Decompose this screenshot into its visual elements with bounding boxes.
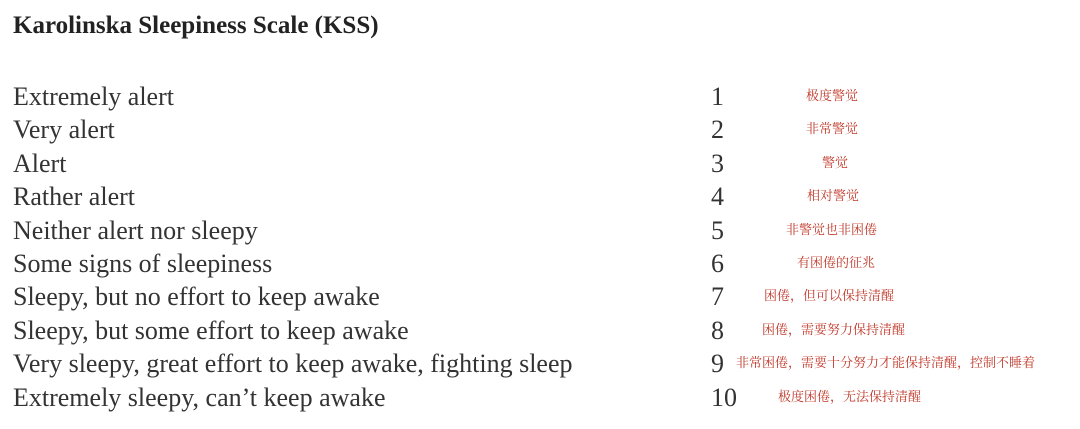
scale-row: [0, 381, 1080, 414]
scale-label: Some signs of sleepiness: [13, 248, 273, 278]
scale-score: 5: [711, 215, 724, 245]
scale-score: 2: [711, 115, 724, 145]
scale-row: [0, 80, 1080, 113]
scale-score: 3: [711, 148, 724, 178]
scale-translation: 极度警觉: [806, 89, 859, 104]
scale-label: Sleepy, but no effort to keep awake: [13, 282, 380, 312]
scale-score: 9: [711, 349, 724, 379]
scale-label: Extremely sleepy, can’t keep awake: [13, 382, 386, 412]
scale-translation: 非常困倦，需要十分努力才能保持清醒，控制不睡着: [736, 356, 1036, 372]
scale-label: Rather alert: [13, 182, 135, 212]
scale-score: 4: [711, 182, 724, 212]
scale-translation: 困倦，但可以保持清醒: [764, 289, 895, 305]
scale-translation: 困倦，需要努力保持清醒: [762, 322, 906, 338]
scale-translation: 非常警觉: [806, 122, 859, 138]
scale-score: 8: [711, 315, 724, 345]
scale-translation: 相对警觉: [807, 189, 860, 205]
scale-translation: 非警觉也非困倦: [786, 222, 878, 238]
scale-translation: 极度困倦，无法保持清醒: [778, 389, 922, 405]
scale-row: [0, 147, 1080, 180]
scale-row: [0, 314, 1080, 347]
scale-row: [0, 347, 1080, 380]
scale-translation: 有困倦的征兆: [797, 255, 876, 271]
scale-label: Alert: [13, 148, 67, 178]
scale-row: [0, 180, 1080, 213]
page-title: Karolinska Sleepiness Scale (KSS): [13, 12, 379, 39]
scale-label: Very sleepy, great effort to keep awake, fighting sleep: [13, 349, 573, 379]
scale-label: Very alert: [13, 115, 115, 145]
scale-row: [0, 113, 1080, 146]
scale-translation: 警觉: [822, 155, 849, 171]
scale-label: Neither alert nor sleepy: [13, 215, 258, 245]
scale-label: Extremely alert: [13, 82, 174, 111]
scale-row: [0, 247, 1080, 280]
scale-label: Sleepy, but some effort to keep awake: [13, 315, 409, 345]
scale-table: [0, 80, 1080, 414]
scale-score: 6: [711, 248, 724, 278]
scale-row: [0, 214, 1080, 247]
scale-score: 10: [711, 382, 737, 412]
scale-score: 7: [711, 282, 724, 312]
scale-row: [0, 280, 1080, 313]
scale-score: 1: [711, 82, 724, 111]
